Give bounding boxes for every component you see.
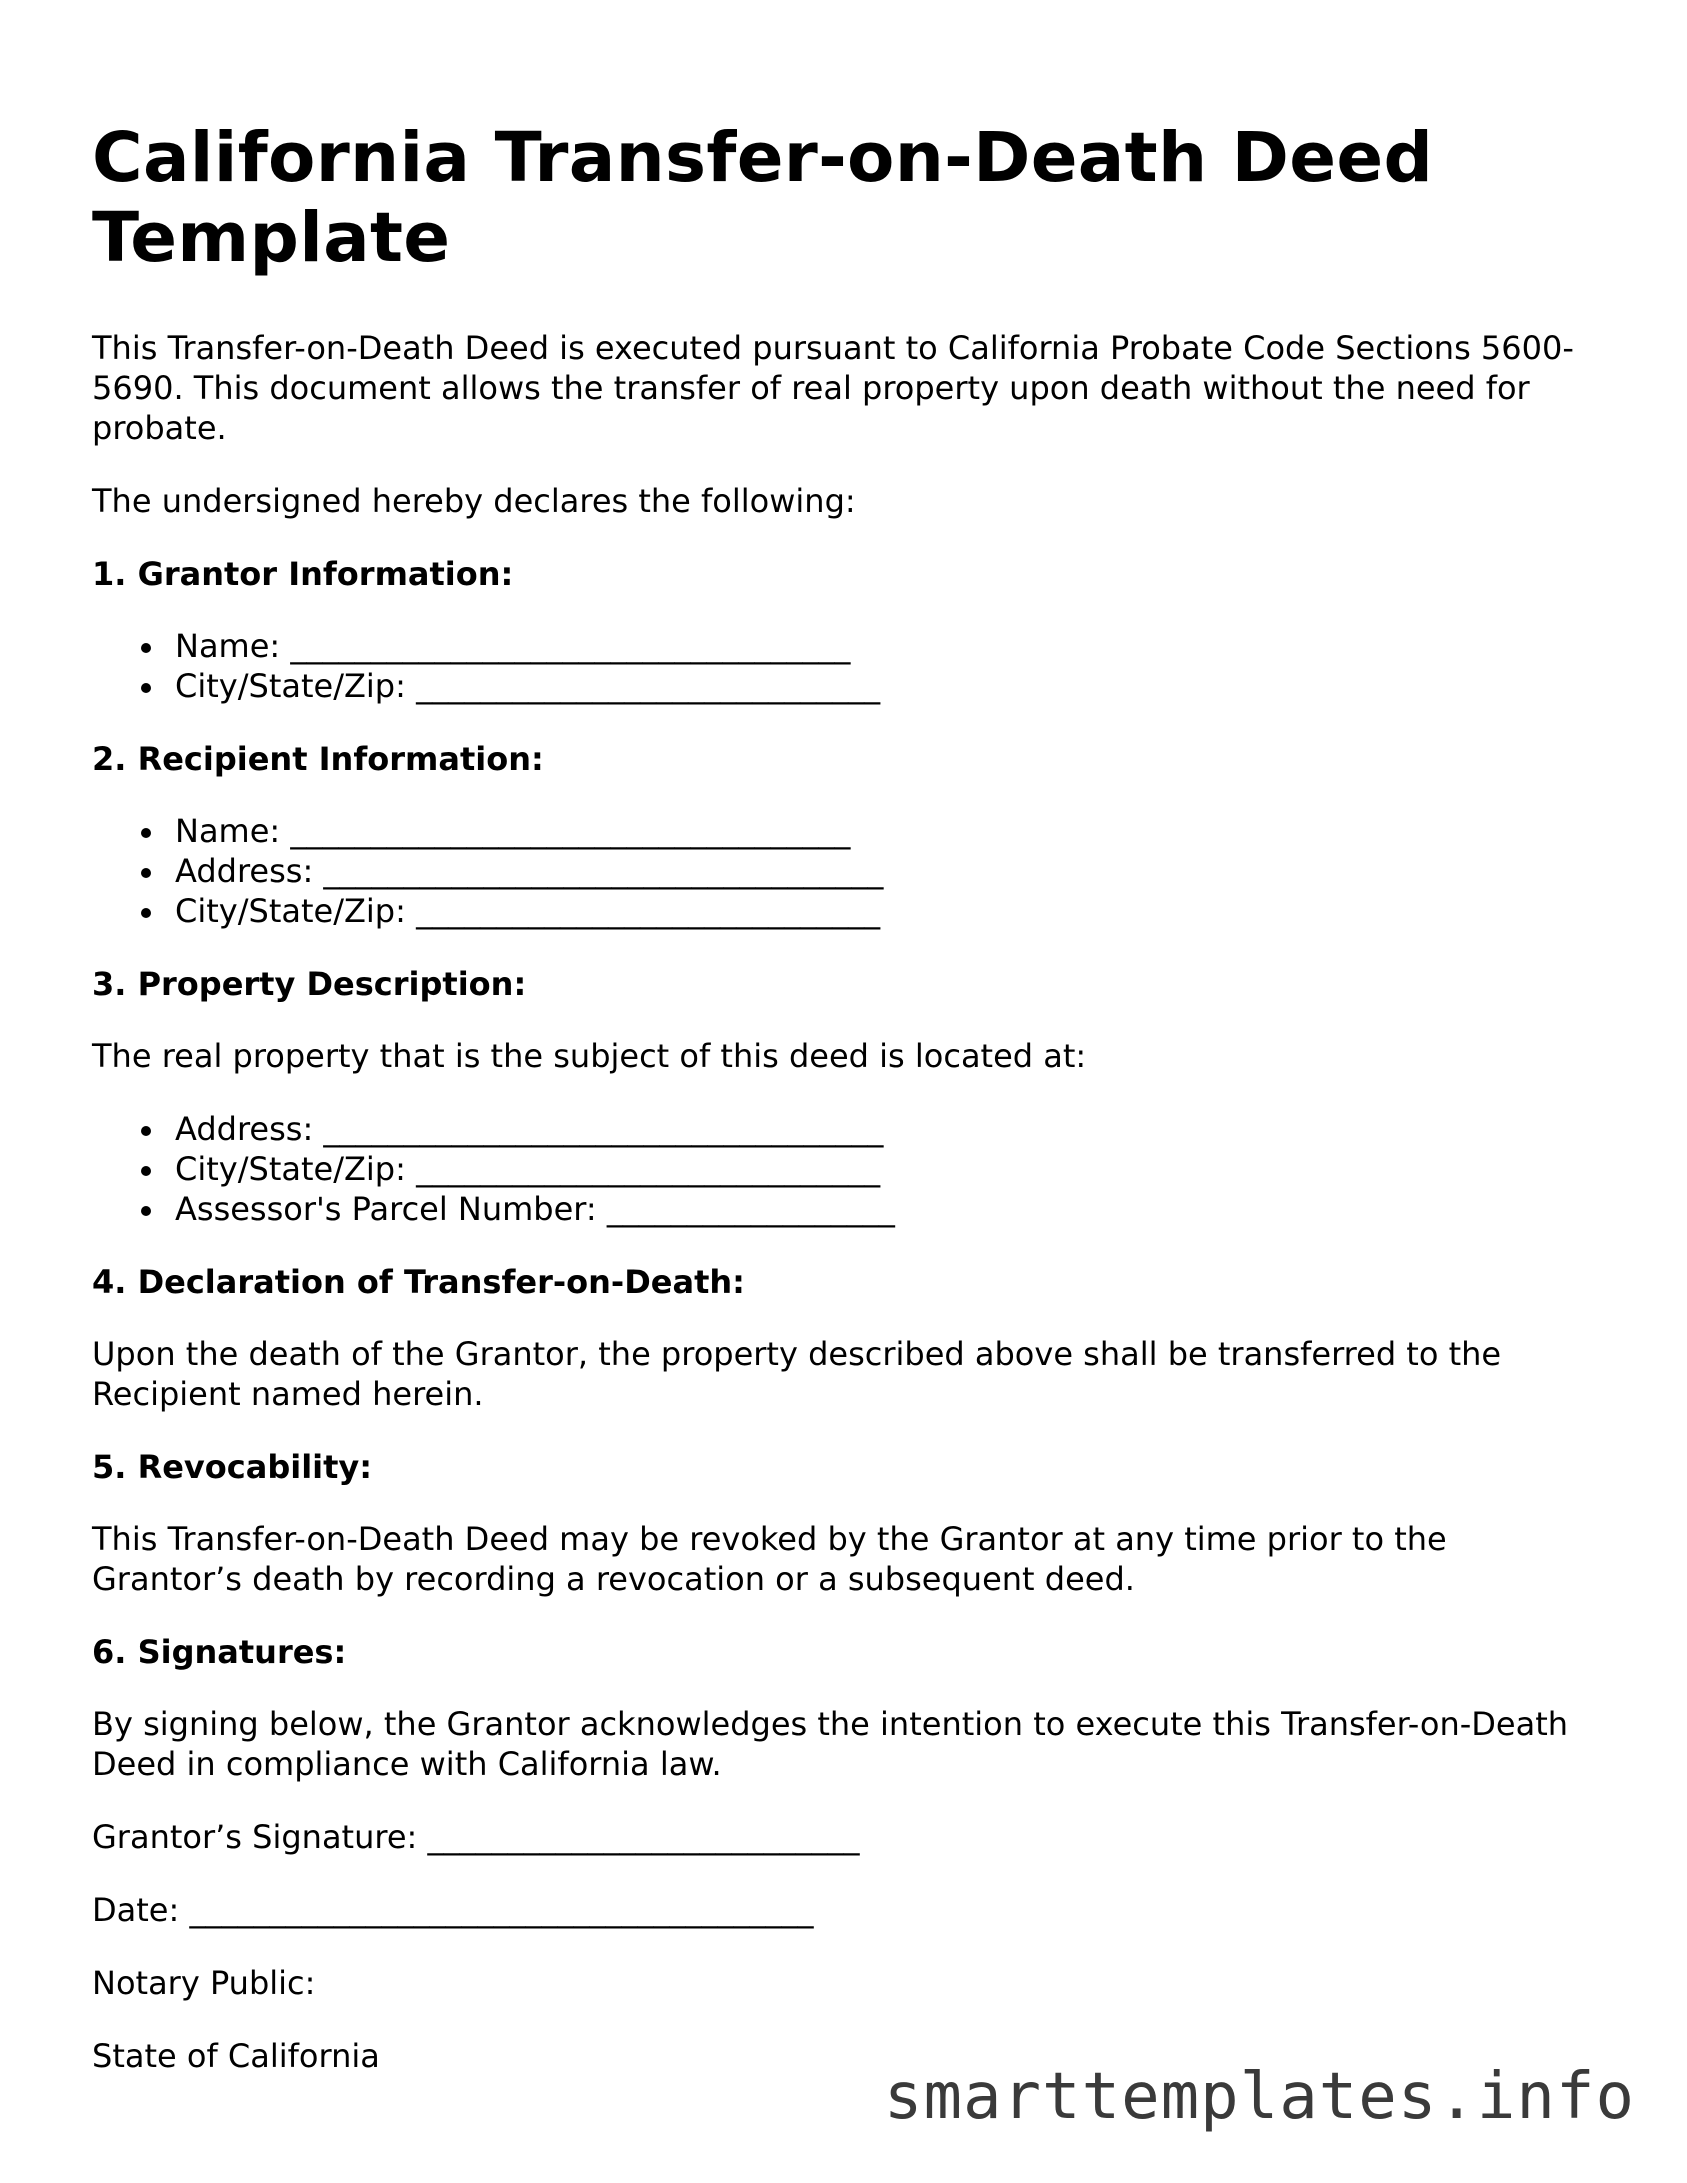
declaration-paragraph: Upon the death of the Grantor, the property described above shall be transferred to the Recipient named herein.	[92, 1335, 1502, 1413]
document-page	[92, 118, 1592, 2109]
state-label: State of California	[92, 2037, 380, 2075]
grantor-list	[92, 626, 1592, 706]
grantor-heading: 1. Grantor Information:	[92, 555, 514, 593]
watermark-text: smarttemplates.info	[883, 2060, 1635, 2134]
property-heading: 3. Property Description:	[92, 965, 527, 1003]
recipient-address-line: Address: ___________________________________	[92, 851, 1592, 891]
property-parcel-line: Assessor's Parcel Number: __________________	[92, 1189, 1592, 1229]
revocability-paragraph: This Transfer-on-Death Deed may be revoked by the Grantor at any time prior to the Grantor’s death by recording a revocation or a subsequent deed.	[92, 1520, 1447, 1598]
grantor-name-line: Name: ___________________________________	[92, 626, 1592, 666]
recipient-list	[92, 811, 1592, 931]
grantor-city-line: City/State/Zip: _____________________________	[92, 666, 1592, 706]
recipient-heading: 2. Recipient Information:	[92, 740, 544, 778]
notary-label: Notary Public:	[92, 1964, 316, 2002]
signatures-heading: 6. Signatures:	[92, 1633, 347, 1671]
property-list	[92, 1109, 1592, 1229]
intro-paragraph: This Transfer-on-Death Deed is executed pursuant to California Probate Code Sections 5600-5690. This document allows the transfer of real property upon death without the need for probate.	[92, 329, 1574, 447]
property-city-line: City/State/Zip: _____________________________	[92, 1149, 1592, 1189]
grantor-signature-line: Grantor’s Signature: ___________________________	[92, 1818, 860, 1856]
recipient-city-line: City/State/Zip: _____________________________	[92, 891, 1592, 931]
date-line: Date: _______________________________________	[92, 1891, 814, 1929]
property-address-line: Address: ___________________________________	[92, 1109, 1592, 1149]
declaration-lead: The undersigned hereby declares the following:	[92, 482, 856, 520]
revocability-heading: 5. Revocability:	[92, 1448, 373, 1486]
document-title: California Transfer-on-Death Deed Template	[92, 118, 1434, 278]
declaration-heading: 4. Declaration of Transfer-on-Death:	[92, 1263, 745, 1301]
signatures-paragraph: By signing below, the Grantor acknowledges the intention to execute this Transfer-on-Death Deed in compliance with California law.	[92, 1705, 1569, 1783]
property-paragraph: The real property that is the subject of this deed is located at:	[92, 1037, 1087, 1075]
recipient-name-line: Name: ___________________________________	[92, 811, 1592, 851]
